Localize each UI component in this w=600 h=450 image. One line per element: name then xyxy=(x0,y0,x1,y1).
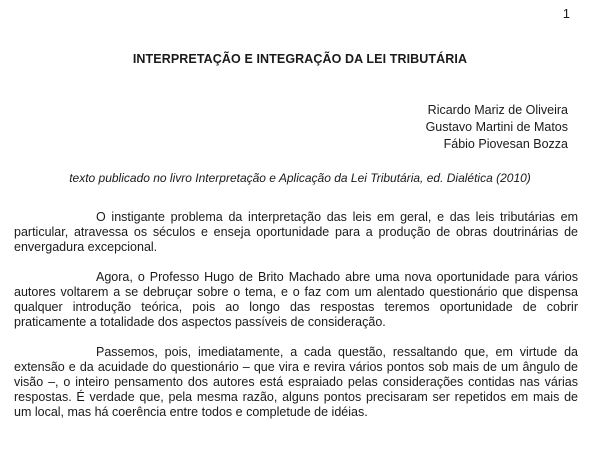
author-list xyxy=(426,102,568,153)
author-name: Fábio Piovesan Bozza xyxy=(443,137,568,151)
author-name: Gustavo Martini de Matos xyxy=(425,120,568,134)
author-name: Ricardo Mariz de Oliveira xyxy=(427,103,568,117)
document-body xyxy=(14,210,578,435)
publication-note: texto publicado no livro Interpretação e Aplicação da Lei Tributária, ed. Dialética (2010) xyxy=(69,171,531,185)
page-number: 1 xyxy=(562,6,570,21)
document-title: INTERPRETAÇÃO E INTEGRAÇÃO DA LEI TRIBUTÁRIA xyxy=(132,52,468,66)
body-paragraph: Agora, o Professo Hugo de Brito Machado abre uma nova oportunidade para vários autores voltarem a se debruçar sobre o tema, e o faz com um alentado questionário que dispensa qualquer introdução teórica, pois ao longo das respostas teremos oportunidade de cobrir praticamente a totalidade dos aspectos passíveis de consideração. xyxy=(14,270,578,329)
body-paragraph: Passemos, pois, imediatamente, a cada questão, ressaltando que, em virtude da extensão e da acuidade do questionário – que vira e revira vários pontos sob mais de um ângulo de visão –, o inteiro pensamento dos autores está espraiado pelas considerações contidas nas várias respostas. É verdade que, pela mesma razão, alguns pontos precisaram ser repetidos em mais de um local, mas há coerência entre todos e completude de idéias. xyxy=(14,345,578,419)
body-paragraph: O instigante problema da interpretação das leis em geral, e das leis tributárias em particular, atravessa os séculos e enseja oportunidade para a produção de obras doutrinárias de envergadura excepcional. xyxy=(14,210,578,254)
